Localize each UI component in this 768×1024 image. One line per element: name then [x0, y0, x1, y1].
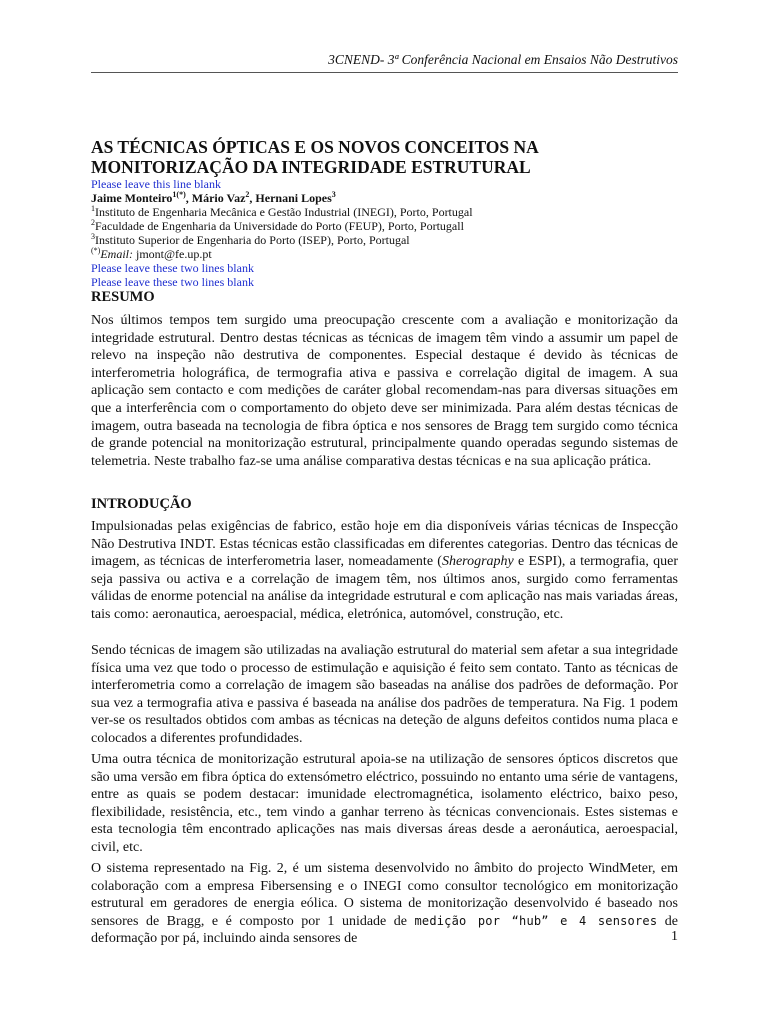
author-3-affiliation-mark: 3: [331, 190, 336, 199]
blank-line-note: Please leave this line blank: [91, 177, 221, 191]
intro-paragraph-4: [91, 860, 678, 948]
affiliation-mark: 3: [91, 232, 95, 241]
intro-paragraph-2: Sendo técnicas de imagem são utilizadas na avaliação estrutural do material sem afetar a sua integridade física uma vez que todo o processo de estimulação e aquisição é feito sem contato. Tanto as técnicas de interferometria como a correlação de imagem são baseadas na análise dos padrões de deformação. Por sua vez a termografia ativa e passiva é baseada na análise dos padrões de temperatura. Na Fig. 1 podem ver-se os resultados obtidos com ambas as técnicas na deteção de alguns defeitos contidos numa placa e colocados a diferentes profundidades.: [91, 643, 678, 746]
author-2-affiliation-mark: 2: [245, 190, 250, 199]
blank-lines-note-1: Please leave these two lines blank: [91, 261, 254, 275]
author-1-affiliation-mark: 1(*): [172, 190, 186, 199]
contact-email: [91, 247, 212, 261]
affiliation-mark: 2: [91, 218, 95, 227]
introducao-heading: INTRODUÇÃO: [91, 496, 192, 512]
header-rule: [91, 72, 678, 73]
affiliation-2: [91, 219, 464, 233]
affiliation-text: Faculdade de Engenharia da Universidade do Porto (FEUP), Porto, Portugall: [95, 219, 464, 233]
author-3: , Hernani Lopes: [249, 191, 332, 205]
intro-paragraph-3: Uma outra técnica de monitorização estrutural apoia-se na utilização de sensores ópticos discretos que são uma versão em fibra óptica do extensómetro eléctrico, possuindo no entanto uma série de vantagens, entre as quais se podem destacar: imunidade electromagnética, isolamento eléctrico, baixo peso, flexibilidade, resistência, etc., tem vindo a ganhar terreno às técnicas convencionais. Estes sistemas e esta tecnologia têm encontrado aplicações nas mais diversas áreas desde a aeronáutica, aeroespacial, civil, etc.: [91, 752, 678, 855]
author-2: , Mário Vaz: [185, 191, 246, 205]
intro-paragraph-1: [91, 518, 678, 624]
paper-page: [91, 0, 678, 1024]
resumo-paragraph: Nos últimos tempos tem surgido uma preocupação crescente com a avaliação e monitorização da integridade estrutural. Dentro destas técnicas as técnicas de imagem têm vindo a assumir um papel de relevo na inspeção não destrutiva de componentes. Especial destaque é devido às técnicas de interferometria holográfica, de termografia ativa e passiva e correlação digital de imagem. A sua aplicação sem contacto e com medições de caráter global recomendam-nas para diversas situações em que a interferência com o comportamento do objeto deve ser minimizada. Para além destas técnicas de imagem, outra baseada na tecnologia de fibra óptica e nos sensores de Bragg tem surgido como técnica de grande potencial na monitorização estrutural, principalmente quando operadas segundo sistemas de telemetria. Neste trabalho faz-se uma análise comparativa destas técnicas e na sua aplicação prática.: [91, 313, 678, 469]
intro-p1-italic-term: Sherography: [441, 554, 514, 570]
email-label: Email:: [100, 247, 133, 261]
affiliation-text: Instituto de Engenharia Mecânica e Gestão Industrial (INEGI), Porto, Portugal: [95, 205, 473, 219]
page-number: 1: [671, 929, 678, 944]
affiliation-text: Instituto Superior de Engenharia do Porto (ISEP), Porto, Portugal: [95, 233, 410, 247]
intro-p4-text-a: O sistema representado na Fig. 2, é um sistema desenvolvido no âmbito do projecto WindMeter, em colaboração com a empresa Fibersensing e o INEGI como consultor tecnológico em monitorização estrutural em geradores de energia eólica. O sistema de monitorização desenvolvido é baseado nos sensores de Bragg, e é composto por 1 unidade de: [91, 861, 678, 929]
blank-lines-note-2: Please leave these two lines blank: [91, 275, 254, 289]
affiliation-3: [91, 233, 410, 247]
affiliation-mark: 1: [91, 204, 95, 213]
author-list: [91, 191, 336, 205]
intro-p1-text-a: Impulsionadas pelas exigências de fabrico, estão hoje em dia disponíveis várias técnicas de Inspecção Não Destrutiva INDT. Estas técnicas estão classificadas em diferentes categorias. Dentro das técnicas de imagem, as técnicas de interferometria laser, nomeadamente (: [91, 519, 678, 570]
title-line-1: AS TÉCNICAS ÓPTICAS E OS NOVOS CONCEITOS NA: [91, 137, 539, 157]
intro-p4-text-b: de deformação por pá, incluindo ainda sensores de: [91, 913, 678, 947]
author-1: Jaime Monteiro: [91, 191, 173, 205]
resumo-heading: RESUMO: [91, 289, 155, 305]
email-mark: (*): [91, 246, 101, 255]
intro-p1-text-b: e ESPI), a termografia, quer seja passiva ou activa e a correlação de imagem têm, nos últimos anos, surgido como ferramentas válidas de enorme potencial na análise da integridade estrutural e com aplicação nas mais variadas áreas, tais como: aeronautica, aeroespacial, médica, eletrónica, automóvel, construção, etc.: [91, 554, 678, 622]
running-header: 3CNEND- 3ª Conferência Nacional em Ensaios Não Destrutivos: [328, 52, 678, 67]
paper-title: [91, 137, 678, 177]
intro-p4-mono-text: medição por “hub” e 4 sensores: [414, 913, 658, 928]
email-address[interactable]: jmont@fe.up.pt: [133, 247, 212, 261]
affiliation-1: [91, 205, 473, 219]
title-line-2: MONITORIZAÇÃO DA INTEGRIDADE ESTRUTURAL: [91, 157, 531, 177]
